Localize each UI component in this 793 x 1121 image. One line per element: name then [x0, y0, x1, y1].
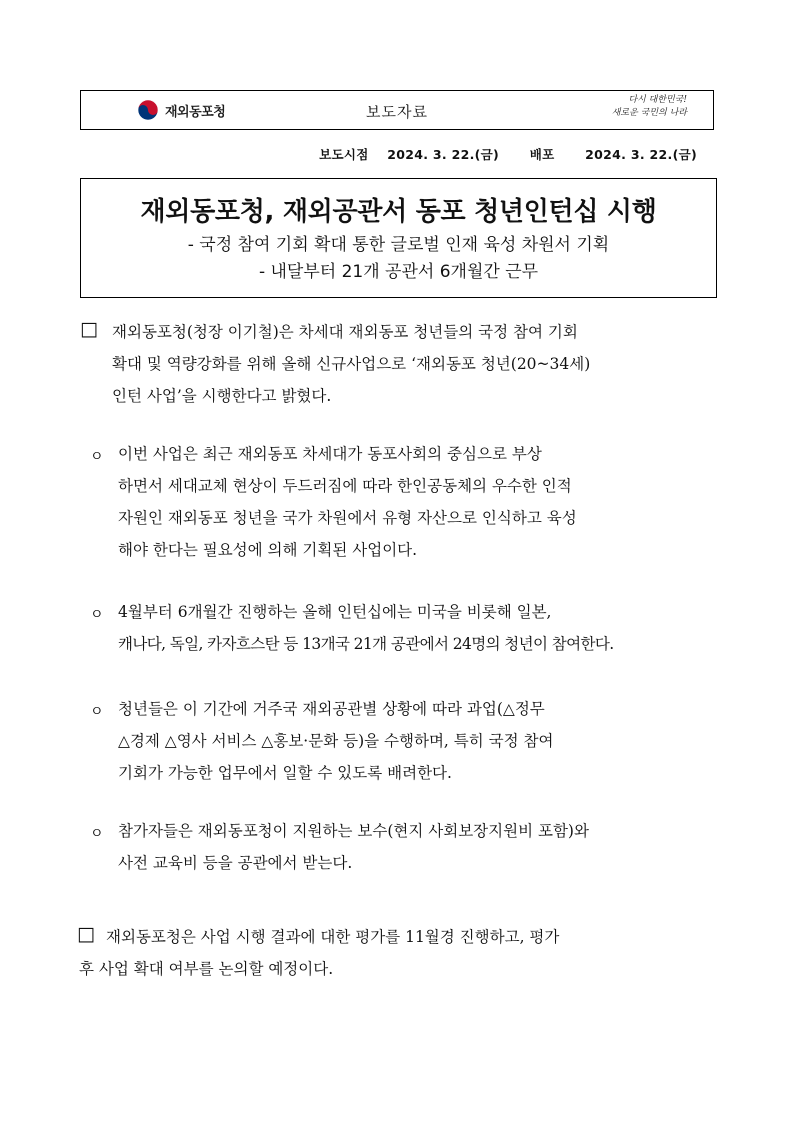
- paragraph-line: 하면서 세대교체 현상이 두드러짐에 따라 한인공동체의 우수한 인적: [118, 477, 572, 495]
- square-bullet-icon: □: [80, 318, 98, 340]
- slogan-line-2: 새로운 국민의 나라: [611, 108, 687, 118]
- bullet-tasks: [118, 693, 718, 789]
- release-date: 2024. 3. 22.(금): [387, 147, 500, 162]
- slogan-line-1: 다시 대한민국!: [628, 95, 687, 105]
- distribution-label: 배포: [529, 147, 555, 162]
- org-name: 재외동포청: [165, 104, 226, 120]
- paragraph-intro: [112, 316, 717, 412]
- distribution-date: 2024. 3. 22.(금): [585, 147, 697, 162]
- paragraph-line: 확대 및 역량강화를 위해 올해 신규사업으로 ‘재외동포 청년(20~34세): [112, 355, 591, 373]
- paragraph-line: △경제 △영사 서비스 △홍보·문화 등)을 수행하며, 특히 국정 참여: [118, 732, 554, 750]
- paragraph-line: 기회가 가능한 업무에서 일할 수 있도록 배려한다.: [118, 764, 452, 782]
- paragraph-line: 해야 한다는 필요성에 의해 기획된 사업이다.: [118, 541, 418, 559]
- circle-bullet-icon: ㅇ: [90, 826, 104, 842]
- page-title: 재외동포청, 재외공관서 동포 청년인턴십 시행: [140, 197, 657, 227]
- paragraph-line: 후 사업 확대 여부를 논의할 예정이다.: [79, 960, 334, 978]
- square-bullet-icon: □: [77, 923, 95, 945]
- release-time-label: 보도시점: [319, 147, 369, 162]
- paragraph-line: 이번 사업은 최근 재외동포 차세대가 동포사회의 중심으로 부상: [118, 445, 542, 463]
- circle-bullet-icon: ㅇ: [90, 607, 104, 623]
- bullet-participants: [118, 596, 718, 660]
- paragraph-line: 자원인 재외동포 청년을 국가 차원에서 유형 자산으로 인식하고 육성: [118, 509, 577, 527]
- slogan: [612, 94, 687, 120]
- paragraph-line: 재외동포청은 사업 시행 결과에 대한 평가를 11월경 진행하고, 평가: [106, 928, 560, 946]
- circle-bullet-icon: ㅇ: [90, 449, 104, 465]
- bullet-background: [118, 438, 718, 566]
- paragraph-line: 캐나다, 독일, 카자흐스탄 등 13개국 21개 공관에서 24명의 청년이 참여한다.: [118, 635, 614, 653]
- doc-type-label: 보도자료: [366, 103, 428, 121]
- paragraph-line: 인턴 사업’을 시행한다고 밝혔다.: [112, 387, 332, 405]
- paragraph-line: 청년들은 이 기간에 거주국 재외공관별 상황에 따라 과업(△정무: [118, 700, 545, 718]
- title-box: [80, 178, 717, 298]
- circle-bullet-icon: ㅇ: [90, 704, 104, 720]
- paragraph-line: 참가자들은 재외동포청이 지원하는 보수(현지 사회보장지원비 포함)와: [118, 822, 589, 840]
- paragraph-line: 재외동포청(청장 이기철)은 차세대 재외동포 청년들의 국정 참여 기회: [112, 323, 578, 341]
- paragraph-line: 사전 교육비 등을 공관에서 받는다.: [118, 854, 353, 872]
- paragraph-line: 4월부터 6개월간 진행하는 올해 인턴십에는 미국을 비롯해 일본,: [118, 603, 552, 621]
- header-box: [80, 90, 714, 130]
- bullet-compensation: [118, 815, 718, 879]
- release-info: [319, 145, 697, 163]
- subtitle-2: - 내달부터 21개 공관서 6개월간 근무: [258, 262, 539, 282]
- paragraph-evaluation: [79, 921, 718, 985]
- subtitle-1: - 국정 참여 기회 확대 통한 글로벌 인재 육성 차원서 기획: [187, 235, 610, 255]
